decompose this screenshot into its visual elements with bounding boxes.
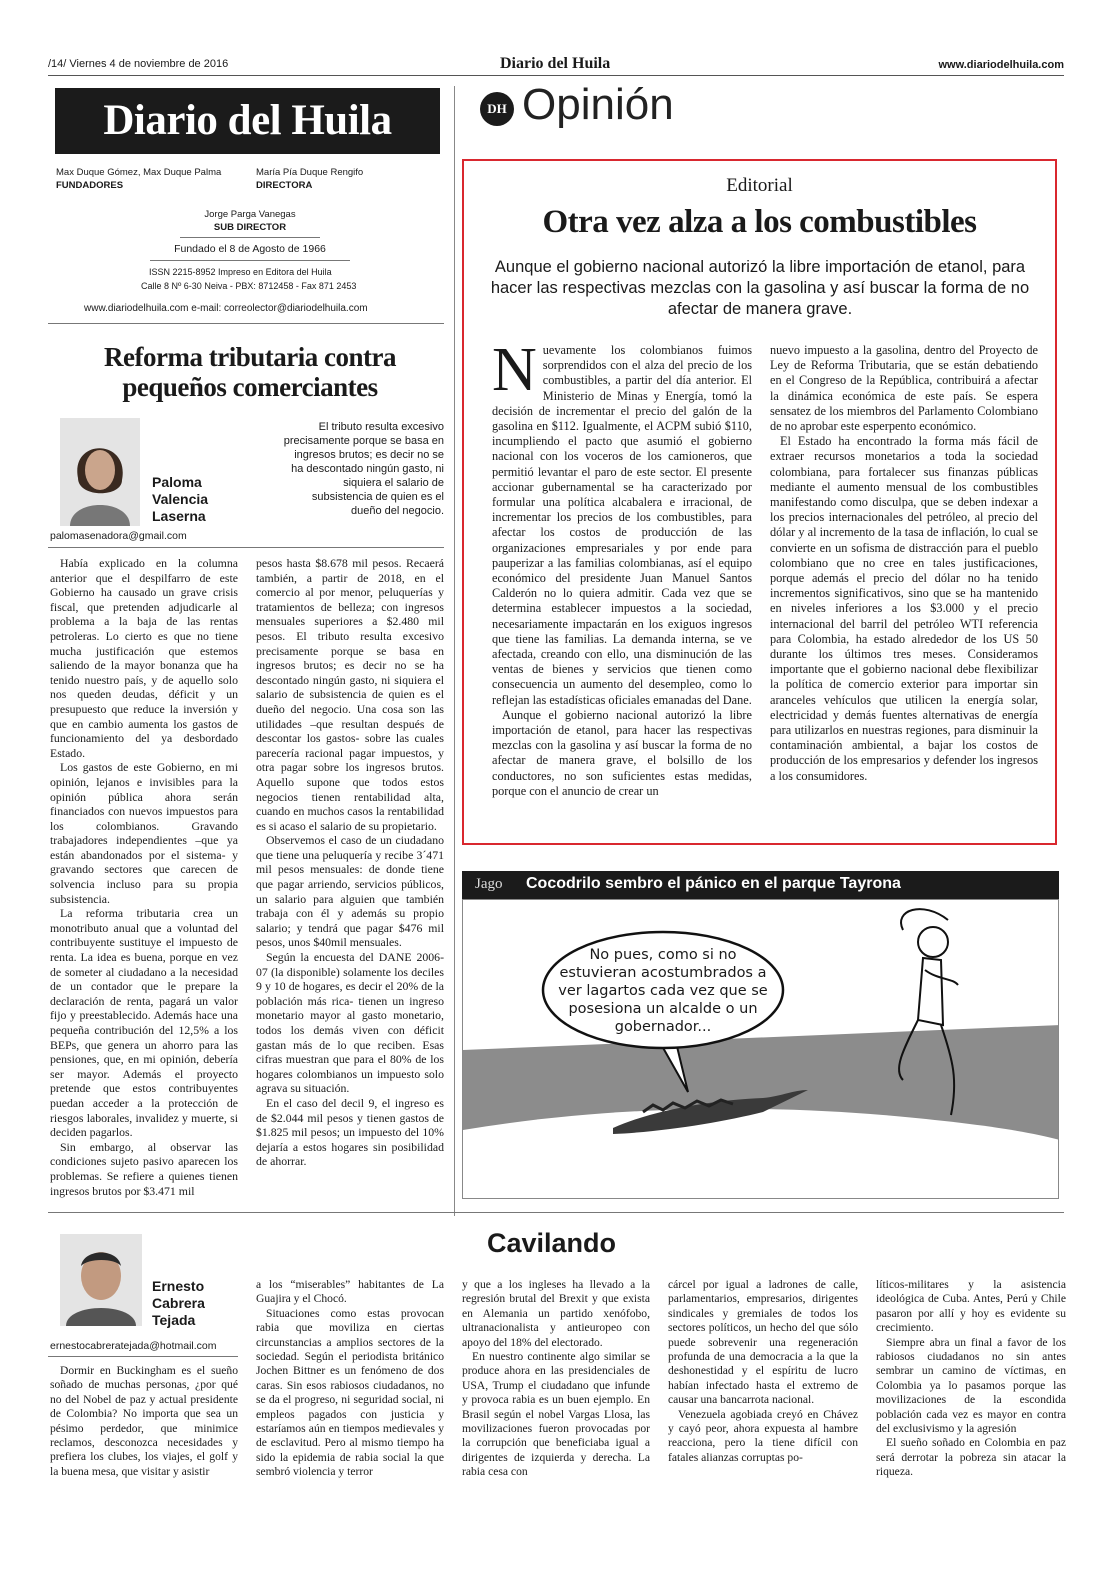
founded-date: Fundado el 8 de Agosto de 1966 (174, 243, 326, 255)
pull-quote: El tributo resulta excesivo precisamente porque se basa en ingresos brutos; es decir no se ha descontado ningún gasto, ni siquiera el salario de subsistencia de quien es el dueño del negocio. (283, 421, 444, 517)
cavilando-column-3 (462, 1278, 650, 1480)
article-paragraph: En nuestro continente algo similar se produce ahora en las presidenciales de USA, Trump el ciudadano que infunde y provoca rabia es un buen ejemplo. En Brasil según el nobel Vargas Llosa, las movilizaciones fueron provocadas por la corrupción que beneficiaba igual a dirigentes de izquierda y derecha. La rabia cesa con (462, 1350, 650, 1479)
director-name: María Pía Duque Rengifo (256, 167, 364, 178)
masthead-bottom-rule (48, 323, 444, 324)
article-paragraph: En el caso del decil 9, el ingreso es de $2.044 mil pesos y tienen gastos de $1.825 mil pesos; un impuesto del 10% dejaría a estos hogares sin posibilidad de ahorrar. (256, 1095, 444, 1169)
divider (150, 260, 350, 261)
center-brand: Diario del Huila (500, 55, 611, 72)
divider (48, 547, 444, 548)
article-paragraph: La reforma tributaria crea un monotributo anual que a voluntad del contribuyente sustituye el impuesto de renta. La idea es buena, porque en vez de someter al ciudadano a la necesidad de un contador que le prepare la declaración de renta, pagará un valor fijo y preestablecido. Además hace una pequeña contribución del 12,5% a los BEPs, que genera un ahorro para las pensiones, que, en mi opinión, debería ser mayor. Además el proyecto pretende que estos contribuyentes puedan acceder a la protección de riesgos laborales, invalidez y muerte, si deciden pagarlos. (50, 906, 238, 1140)
editorial-paragraph: uevamente los colombianos fuimos sorprendidos con el alza del precio de los combustibles, a partir del día anterior. El Ministerio de Minas y Energía, tomó la decisión de incrementar el precio del galón de la gasolina en $112. Igualmente, el ACPM subió $110, incumpliendo el pacto que asumió el gobierno nacional con los voceros de los camioneros, que permitió levantar el paro de este sector. El presente accionar gubernamental se ha caracterizado por formular una política alcabalera e irracional, de incrementar los precios de los combustibles, para afectar los costos de producción de las organizaciones empresariales y por ende para pauperizar a las familias colombianas, así el equipo económico del presidente Juan Manuel Santos Calderón no lo quiera admitir. Cada vez que se determina establecer impuestos a la sociedad, necesariamente impactarán en los exiguos ingresos que tiene las familias. La demanda interna, se ve afectada, creando con ello, una disminución de las ventas de bienes y servicios que tienen como consecuencia un aumento del desempleo, como lo reflejan las estadísticas oficiales emanadas del Dane. (492, 343, 752, 707)
editorial-label: Editorial (726, 175, 793, 196)
article-paragraph: pesos hasta $8.678 mil pesos. Recaerá también, a partir de 2018, en el comercio al por menor, peluquerías y tratamientos de belleza; con ingresos mensuales superiores a $2.480 mil pesos. El tributo resulta excesivo precisamente porque se basa en ingresos brutos; es decir no se ha descontado ningún gasto, ni siquiera el salario de subsistencia de quien es el dueño del negocio. Una cosa son las utilidades –que resultan después de descontar los gastos- sobre las cuales parecería racional pagar impuestos, y otra pagar sobre los ingresos brutos. Aquello supone que todos estos negocios tienen rentabilidad alta, cuando en muchos casos la rentabilidad es si acaso el salario de su propietario. (256, 556, 444, 833)
article-paragraph: líticos-militares y la asistencia ideológica de Cuba. Antes, Perú y Chile pasaron por allí y hoy es evidente su crecimiento. (876, 1278, 1066, 1335)
dh-logo: DH (480, 92, 514, 126)
editorial-paragraph: El Estado ha encontrado la forma más fácil de extraer recursos monetarios a toda la sociedad colombiana, para fortalecer sus finanzas públicas mediante el aumento mensual de los combustibles manifestando como disculpa, que se deben indexar a los precios internacionales del petróleo, al precio del dólar y al incremento de la tasa de inflación, lo cual se convierte en un sofisma de distracción para el pueblo colombiano que no cree en tales justificaciones, porque además el precio del dólar no ha tenido incrementos significativos, sino que se ha mantenido en niveles inferiores a los $3.000 y el precio internacional del barril del petróleo WTI referencia para Colombia, ha estado alrededor de los US 50 durante los últimos tres meses. Consideramos importante que el gobierno nacional debe flexibilizar la política de comercio exterior para importar sin aranceles vehículos que utilicen la energía solar, electricidad y demás fuentes alternativas de energía para utilizarlos en nuestras regiones, para disminuir la contaminación ambiental, a bajar los costos de producción de los empresarios y defender los ingresos a los consumidores. (770, 434, 1038, 783)
website-link[interactable]: www.diariodelhuila.com (938, 59, 1064, 71)
section-rule (48, 1212, 1064, 1213)
article-paragraph: Situaciones como estas provocan rabia que moviliza en ciertas circunstancias a amplios sectores de la sociedad. Según el periodista británico Jochen Bittner es un fenómeno de dos caras. Sin esos rabiosos ciudadanos, no se da el progreso, ni seguridad social, ni empleos pagados con justicia y estaríamos aún en tiempos medievales y de esclavitud. Pero al mismo tiempo ha sido la epidemia de rabia social la que sembró violencia y terror (256, 1306, 444, 1479)
article-column-1 (50, 556, 238, 1198)
divider (48, 1356, 238, 1357)
cavilando-column-1 (50, 1364, 238, 1479)
subdirector (150, 208, 350, 234)
editorial-title: Otra vez alza a los combustibles (542, 204, 977, 240)
column-divider (454, 86, 455, 1216)
masthead-logo: Diario del Huila (55, 88, 440, 154)
divider (180, 237, 320, 238)
contact-line[interactable]: www.diariodelhuila.com e-mail: correolector@diariodelhuila.com (84, 303, 368, 314)
section-title: Opinión (522, 80, 674, 129)
article-paragraph: Había explicado en la columna anterior que el despilfarro de este Gobierno ha causado un grave crisis fiscal, que pretenden adjudicarle al problema a la baja de las rentas petroleras. Lo cierto es que no tiene mucha justificación que estemos saliendo de la mayor bonanza que ha tenido nuestro país, y de aquello solo nos queden deudas, déficit y un presupuesto que reduce la inversión y que en cambio aumenta los gastos de funcionamiento del ya desbordado Estado. (50, 556, 238, 760)
article-title: Reforma tributaria contra pequeños comerciantes (104, 342, 396, 402)
subdirector-label: SUB DIRECTOR (213, 222, 287, 233)
founders (56, 166, 256, 192)
article-paragraph: Según la encuesta del DANE 2006-07 (la disponible) solamente los deciles 9 y 10 de hogares, es decir el 20% de la población más rica- tienen un ingreso monetario mayor al gasto monetario, todos los demás viven con déficit gastan más de lo que reciben. Esas cifras muestran que para el 80% de los hogares colombianos un impuesto solo agrava su situación. (256, 950, 444, 1096)
author-email[interactable]: palomasenadora@gmail.com (50, 530, 187, 542)
author-name: Ernesto Cabrera Tejada (152, 1278, 205, 1328)
article-paragraph: cárcel por igual a ladrones de calle, parlamentarios, empresarios, dirigentes sindicales y gremiales de todos los sectores políticos, un hecho del que sólo puede sobrevenir una regeneración profunda de una democracia a la que la deshonestidad y el espíritu de lucro habían infectado hasta el extremo de causar una bancarrota nacional. (668, 1278, 858, 1407)
author-photo (60, 418, 140, 526)
cavilando-column-2 (256, 1278, 444, 1480)
article-paragraph: a los “miserables” habitantes de La Guajira y el Chocó. (256, 1278, 444, 1306)
address: Calle 8 Nº 6-30 Neiva - PBX: 8712458 - Fax 871 2453 (141, 281, 357, 291)
founders-names: Max Duque Gómez, Max Duque Palma (56, 167, 222, 178)
director-label: DIRECTORA (256, 180, 313, 191)
author-email[interactable]: ernestocabreratejada@hotmail.com (50, 1340, 217, 1352)
author-photo (60, 1234, 142, 1326)
person-portrait-icon (60, 418, 140, 526)
subdirector-name: Jorge Parga Vanegas (204, 209, 296, 220)
founders-label: FUNDADORES (56, 180, 124, 191)
article-paragraph: El sueño soñado en Colombia en paz será derrotar la pobreza sin atacar la riqueza. (876, 1436, 1066, 1479)
article-column-2 (256, 556, 444, 1169)
cartoon-panel (462, 899, 1059, 1199)
article-paragraph: Los gastos de este Gobierno, en mi opinión, lejanos e invisibles para la opinión pública ahora serán financiados con nuevos impuestos para los colombianos. Gravando trabajadores independientes –que ya están abandonados por el sistema- y gravando sectores que carecen de solvencia incluso para su propia subsistencia. (50, 760, 238, 906)
cartoon-drawing-icon (463, 900, 1059, 1199)
article-paragraph: y que a los ingleses ha llevado a la regresión brutal del Brexit y que exista en Alemania un partido xenófobo, ultranacionalista y antieuropeo con apoyo del 18% del electorado. (462, 1278, 650, 1349)
editorial-lead: Aunque el gobierno nacional autorizó la libre importación de etanol, para hacer las respectivas mezclas con la gasolina y así buscar la forma de no afectar de manera grave. (490, 258, 1030, 318)
speech-bubble: No pues, como si no estuvieran acostumbrados a ver lagartos cada vez que se posesiona un alcalde o un gobernador... (558, 947, 768, 1035)
director (256, 166, 446, 192)
article-paragraph: Sin embargo, al observar las condiciones sujeto pasivo aparecen los problemas. Se refiere a quienes tienen ingresos brutos por $3.471 mil (50, 1139, 238, 1198)
article-paragraph: Observemos el caso de un ciudadano que tiene una peluquería y recibe 3´471 mil pesos mensuales: de donde tiene que pagar arriendo, servicios públicos, un salario para alguien que también trabaja con él y además su propio salario; y tendrá que pagar $476 mil pesos, unos $40mil mensuales. (256, 833, 444, 950)
editorial-column-1 (492, 336, 752, 799)
cavilando-title: Cavilando (487, 1228, 617, 1258)
page-date: /14/ Viernes 4 de noviembre de 2016 (48, 58, 229, 70)
cartoon-title: Cocodrilo sembro el pánico en el parque Tayrona (526, 875, 901, 892)
article-paragraph: Siempre abra un final a favor de los rabiosos ciudadanos no sin antes sembrar un camino de víctimas, en Colombia ya lo pasamos porque las movilizaciones de la escondida población cada vez es mayor en contra del exclusivismo y la agresión (876, 1335, 1066, 1436)
cartoonist-name: Jago (475, 876, 503, 892)
author-name: Paloma Valencia Laserna (152, 474, 209, 524)
person-portrait-icon (60, 1234, 142, 1326)
cavilando-column-4 (668, 1278, 858, 1465)
issn: ISSN 2215-8952 Impreso en Editora del Huila (149, 267, 332, 277)
editorial-column-2 (770, 343, 1038, 784)
article-paragraph: Dormir en Buckingham es el sueño soñado de muchas personas, ¿por qué no del Nobel de paz y actual presidente de Colombia? No importa que sea un pésimo perdedor, que minimice reclamos, desconozca necesidades y prefiera los clubes, los viajes, el golf y la buena mesa, que visitar y asistir (50, 1364, 238, 1478)
drop-cap: N (492, 336, 537, 404)
top-rule (48, 75, 1064, 76)
editorial-paragraph: Aunque el gobierno nacional autorizó la libre importación de etanol, para hacer las respectivas mezclas con la gasolina y así buscar la forma de no afectar de manera grave, el bolsillo de los conductores, no son suficientes estas medidas, porque con el anuncio de crear un (492, 707, 752, 798)
cavilando-column-5 (876, 1278, 1066, 1480)
editorial-paragraph: nuevo impuesto a la gasolina, dentro del Proyecto de Ley de Reforma Tributaria, que se están debatiendo en el Congreso de la República, contribuirá a afectar la dinámica económica de este país. Se espera sensatez de los miembros del Parlamento Colombiano de no aprobar este esperpento económico. (770, 343, 1038, 434)
article-paragraph: Venezuela agobiada creyó en Chávez y cayó peor, ahora expuesta al hambre reacciona, pero la tiene difícil con fatales alianzas corruptas po- (668, 1407, 858, 1464)
